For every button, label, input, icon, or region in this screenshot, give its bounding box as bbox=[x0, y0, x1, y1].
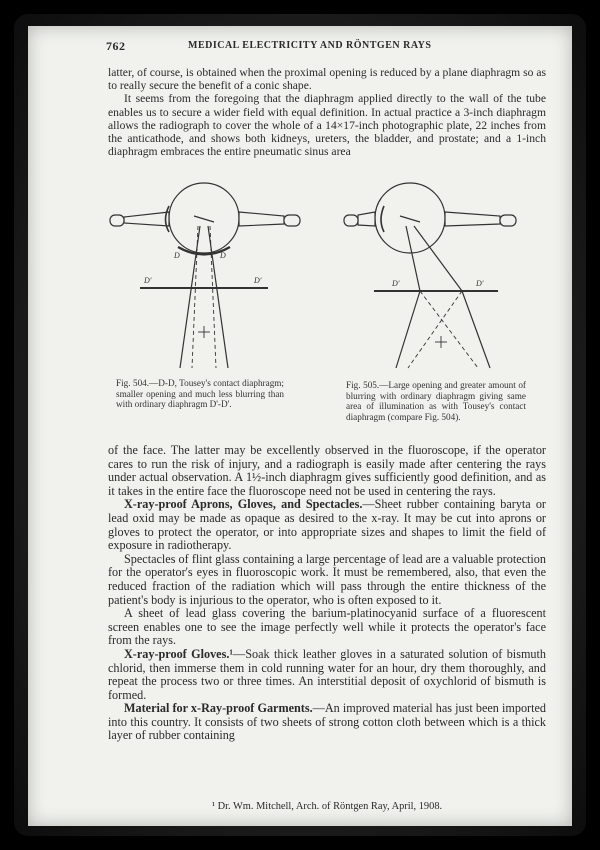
paragraph-8 bbox=[108, 702, 546, 743]
book-page bbox=[28, 26, 572, 826]
paragraph-1: latter, of course, is obtained when the proximal opening is reduced by a plane diaphragm so as to really secure the benefit of a conic shape. bbox=[108, 66, 546, 93]
paragraph-5: Spectacles of flint glass containing a large percentage of lead are a valuable protection for the operator's eyes in fluoroscopic work. It must be remembered, also, that even the reduced fraction of the radiation which will pass through the entire thickness of the patient's body is injurious to the operator, who is often exposed to it. bbox=[108, 551, 546, 607]
label-dprime-right-2: D' bbox=[476, 279, 484, 288]
heading-gloves: X-ray-proof Gloves.¹ bbox=[124, 646, 234, 661]
page-number: 762 bbox=[106, 39, 126, 53]
footnote: ¹ Dr. Wm. Mitchell, Arch. of Röntgen Ray, April, 1908. bbox=[211, 801, 443, 812]
paragraph-7-body: —Soak thick leather gloves in a saturated solution of bismuth chlorid, then immerse them in cold running water for an hour, dry them thoroughly, and repeat the process two or three times. An interstitial deposit of oxychlorid of bismuth is formed. bbox=[108, 646, 546, 702]
label-dprime-left: D' bbox=[144, 276, 152, 285]
paragraph-6: A sheet of lead glass covering the barium-platinocyanid surface of a fluorescent screen enables one to see the image perfectly well while it protects the operator's face from the rays. bbox=[108, 606, 546, 648]
label-dprime-right: D' bbox=[254, 276, 262, 285]
paragraph-4 bbox=[108, 498, 546, 552]
bottom-text-block bbox=[108, 444, 546, 743]
running-title: MEDICAL ELECTRICITY AND RÖNTGEN RAYS bbox=[188, 40, 432, 51]
caption-fig-505: Fig. 505.—Large opening and greater amount of blurring with ordinary diaphragm giving same area of illumination as with Tousey's contact diaphragm (compare Fig. 504). bbox=[346, 380, 526, 422]
tube-bulb-2 bbox=[375, 183, 445, 253]
paragraph-7 bbox=[108, 648, 546, 702]
paragraph-3: of the face. The latter may be excellently observed in the fluoroscope, if the operator cares to run the risk of injury, and a radiograph is easily made after centering the rays under actual observation. A 1½-inch diaphragm gives sufficiently good definition, and as it takes in the entire face the fluoroscope need not be used in centering the rays. bbox=[108, 443, 546, 498]
caption-fig-504: Fig. 504.—D-D, Tousey's contact diaphragm; smaller opening and much less blurring than with ordinary diaphragm D'-D'. bbox=[116, 378, 284, 409]
label-d-left: D bbox=[174, 251, 180, 260]
label-d-right: D bbox=[220, 251, 226, 260]
paragraph-4-body: —Sheet rubber containing baryta or lead oxid may be made as opaque as desired to the x-ray. It may be cut into aprons or gloves to protect the operator, or into appropriate sizes and shapes to limit the field of exposure in radiotherapy. bbox=[108, 497, 546, 553]
tube-bulb bbox=[169, 183, 239, 253]
paragraph-8-body: —An improved material has just been imported into this country. It consists of two sheets of strong cotton cloth between which is a thick layer of rubber containing bbox=[108, 701, 546, 743]
top-text-block bbox=[108, 66, 546, 158]
label-dprime-left-2: D' bbox=[392, 279, 400, 288]
heading-aprons: X-ray-proof Aprons, Gloves, and Spectacles. bbox=[124, 497, 363, 512]
heading-garments: Material for x-Ray-proof Garments. bbox=[124, 701, 313, 716]
paragraph-2: It seems from the foregoing that the diaphragm applied directly to the wall of the tube enables us to secure a wider field with equal definition. In actual practice a 3-inch diaphragm allows the radiograph to cover the whole of a 14×17-inch photographic plate, 22 inches from the anticathode, and shows both kidneys, ureters, the bladder, and prostate; and a 1-inch diaphragm embraces the entire pneumatic sinus area bbox=[108, 92, 546, 159]
